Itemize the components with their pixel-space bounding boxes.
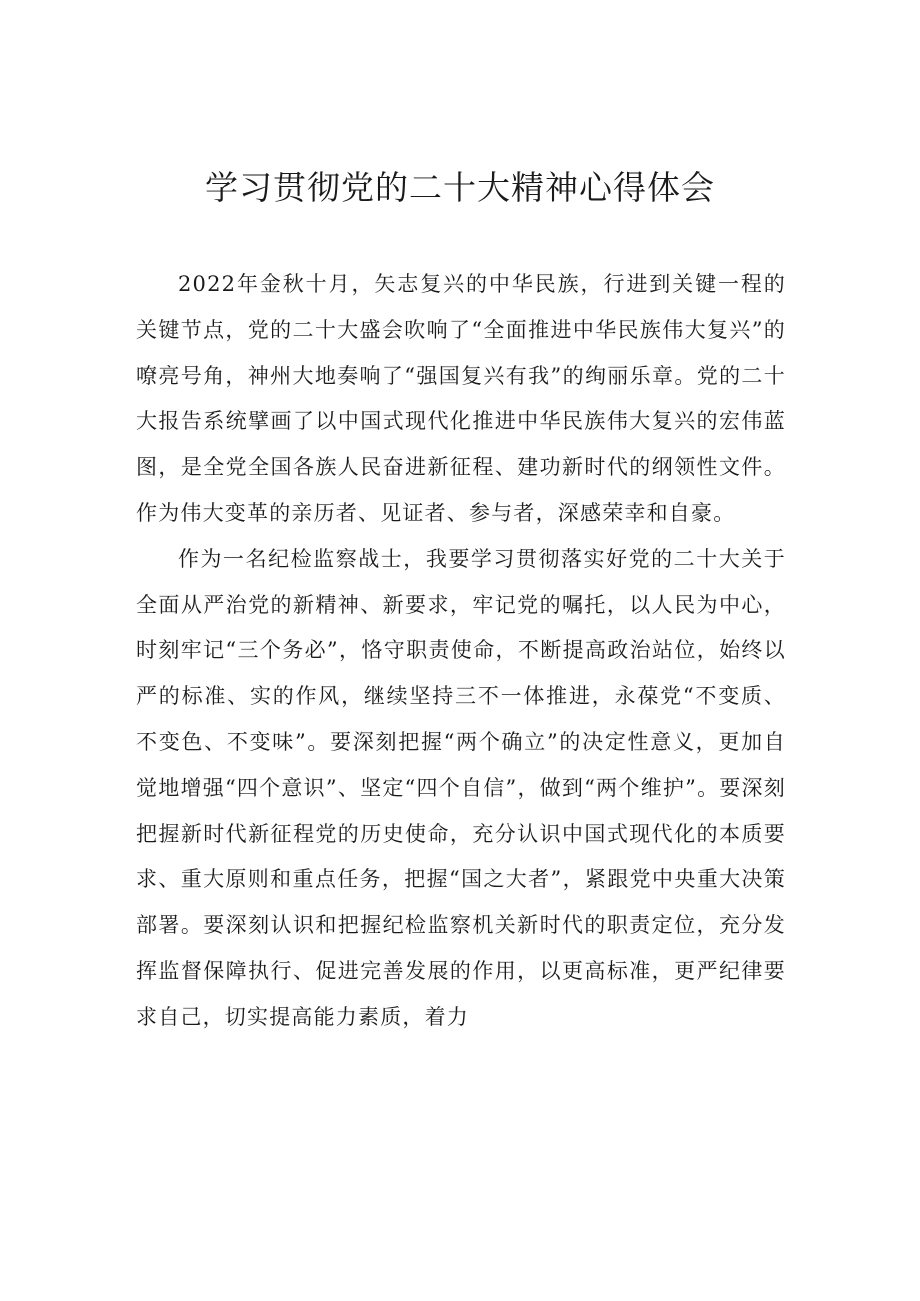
paragraph-1: 2022年金秋十月，矢志复兴的中华民族，行进到关键一程的关键节点，党的二十大盛会吹响了“全面推进中华民族伟大复兴”的嘹亮号角，神州大地奏响了“强国复兴有我”的绚丽乐章。党的二十大报告系统擘画了以中国式现代化推进中华民族伟大复兴的宏伟蓝图，是全党全国各族人民奋进新征程、建功新时代的纲领性文件。作为伟大变革的亲历者、见证者、参与者，深感荣幸和自豪。 bbox=[136, 272, 786, 525]
document-body bbox=[136, 262, 786, 1041]
paragraph-2: 作为一名纪检监察战士，我要学习贯彻落实好党的二十大关于全面从严治党的新精神、新要求，牢记党的嘱托，以人民为中心，时刻牢记“三个务必”，恪守职责使命，不断提高政治站位，始终以严的标准、实的作风，继续坚持三不一体推进，永葆党“不变质、不变色、不变味”。要深刻把握“两个确立”的决定性意义，更加自觉地增强“四个意识”、坚定“四个自信”，做到“两个维护”。要深刻把握新时代新征程党的历史使命，充分认识中国式现代化的本质要求、重大原则和重点任务，把握“国之大者”，紧跟党中央重大决策部署。要深刻认识和把握纪检监察机关新时代的职责定位，充分发挥监督保障执行、促进完善发展的作用，以更高标准，更严纪律要求自己，切实提高能力素质，着力 bbox=[136, 546, 786, 1029]
document-title: 学习贯彻党的二十大精神心得体会 bbox=[205, 168, 715, 207]
